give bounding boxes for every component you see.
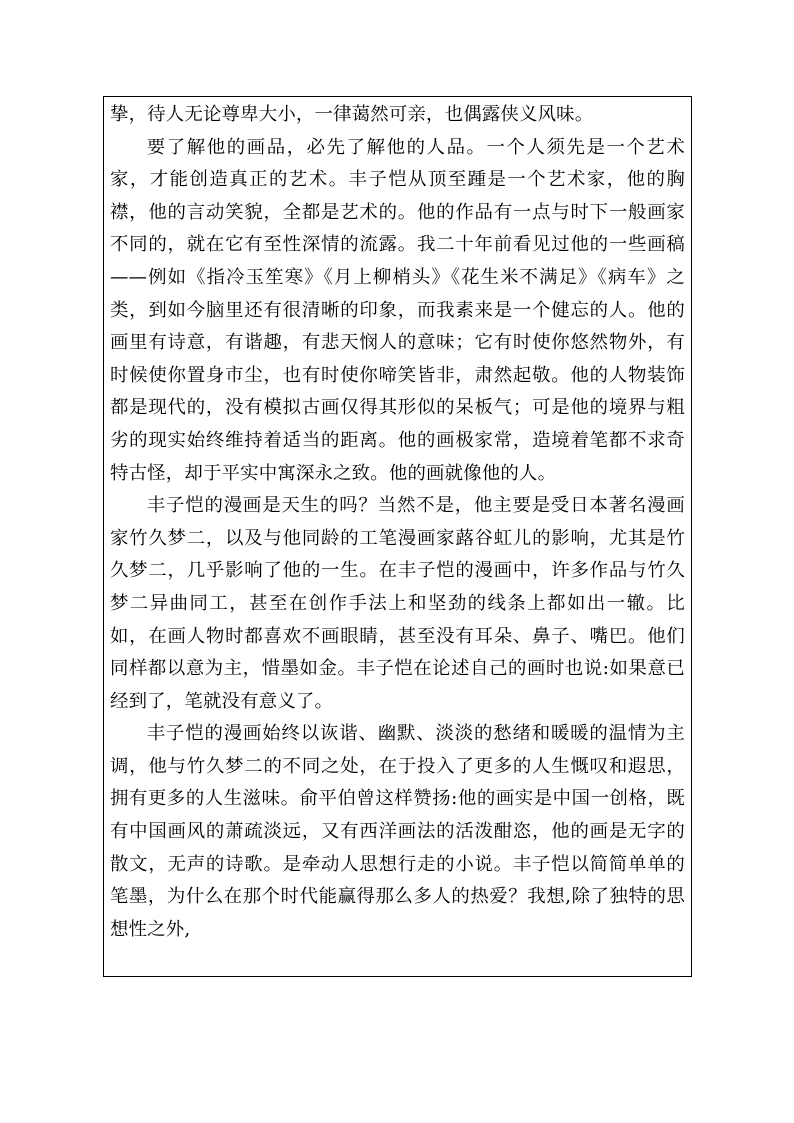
paragraph-4: 丰子恺的漫画始终以诙谐、幽默、淡淡的愁绪和暖暖的温情为主调，他与竹久梦二的不同之处，在于投入了更多的人生慨叹和遐思，拥有更多的人生滋味。俞平伯曾这样赞扬:他的画实是中国一创格，既有中国画风的萧疏淡远，又有西洋画法的活泼酣恣，他的画是无字的散文，无声的诗歌。是牵动人思想行走的小说。丰子恺以简简单单的笔墨，为什么在那个时代能赢得那么多人的热爱？我想,除了独特的思想性之外, [110, 723, 685, 940]
paragraph-1: 挚，待人无论尊卑大小，一律蔼然可亲，也偶露侠义风味。 [110, 104, 594, 125]
paragraph-2: 要了解他的画品，必先了解他的人品。一个人须先是一个艺术家，才能创造真正的艺术。丰子恺从顶至踵是一个艺术家，他的胸襟，他的言动笑貌，全都是艺术的。他的作品有一点与时下一般画家不同的，就在它有至性深情的流露。我二十年前看见过他的一些画稿——例如《指冷玉笙寒》《月上柳梢头》《花生米不满足》《病车》之类，到如今脑里还有很清晰的印象，而我素来是一个健忘的人。他的画里有诗意，有谐趣，有悲天悯人的意味；它有时使你悠然物外，有时候使你置身市尘，也有时使你啼笑皆非，肃然起敬。他的人物装饰都是现代的，没有模拟古画仅得其形似的呆板气；可是他的境界与粗劣的现实始终维持着适当的距离。他的画极家常，造境着笔都不求奇特古怪，却于平实中寓深永之致。他的画就像他的人。 [110, 136, 685, 484]
text-frame [103, 96, 692, 977]
paragraph-3: 丰子恺的漫画是天生的吗？当然不是，他主要是受日本著名漫画家竹久梦二，以及与他同龄的工笔漫画家蕗谷虹儿的影响，尤其是竹久梦二，几乎影响了他的一生。在丰子恺的漫画中，许多作品与竹久梦二异曲同工，甚至在创作手法上和坚劲的线条上都如出一辙。比如，在画人物时都喜欢不画眼睛，甚至没有耳朵、鼻子、嘴巴。他们同样都以意为主，惜墨如金。丰子恺在论述自己的画时也说:如果意已经到了，笔就没有意义了。 [110, 495, 685, 712]
